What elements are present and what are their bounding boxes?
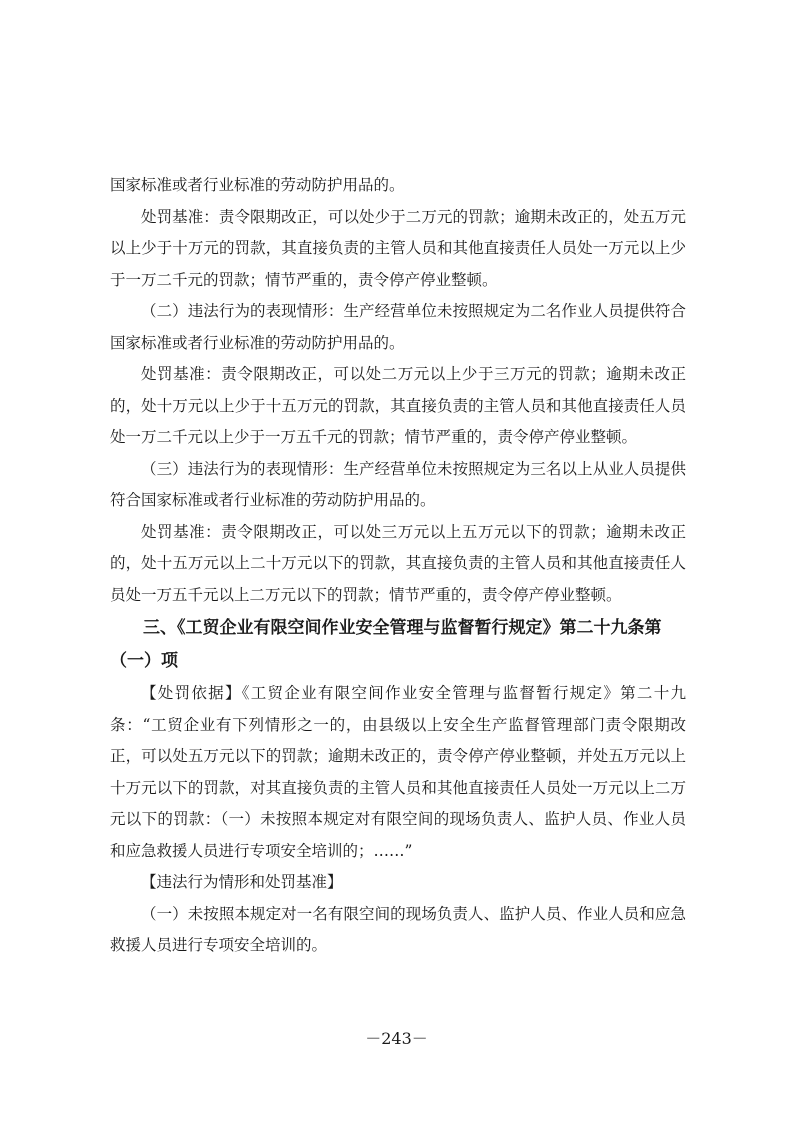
paragraph-penalty-basis-1: 处罚基准：责令限期改正，可以处少于二万元的罚款；逾期未改正的，处五万元以上少于十万元的罚款，其直接负责的主管人员和其他直接责任人员处一万元以上少于一万二千元的罚款；情节严重的，责令停产停业整顿。 xyxy=(110,207,686,289)
paragraph-violation-1: （一）未按照本规定对一名有限空间的现场负责人、监护人员、作业人员和应急救援人员进行专项安全培训的。 xyxy=(110,904,686,954)
paragraph-violation-2: （二）违法行为的表现情形：生产经营单位未按照规定为二名作业人员提供符合国家标准或者行业标准的劳动防护用品的。 xyxy=(110,302,686,352)
document-body xyxy=(110,170,686,962)
paragraph-subheading: 【违法行为情形和处罚基准】 xyxy=(141,873,343,891)
paragraph-penalty-basis-legal: 【处罚依据】《工贸企业有限空间作业安全管理与监督暂行规定》第二十九条：“工贸企业有下列情形之一的，由县级以上安全生产监督管理部门责令限期改正，可以处五万元以下的罚款；逾期未改正的，责令停产停业整顿，并处五万元以上十万元以下的罚款，对其直接负责的主管人员和其他直接责任人员处一万元以上二万元以下的罚款：（一）未按照本规定对有限空间的现场负责人、监护人员、作业人员和应急救援人员进行专项安全培训的；……” xyxy=(110,684,686,860)
paragraph-penalty-basis-2: 处罚基准：责令限期改正，可以处二万元以上少于三万元的罚款；逾期未改正的，处十万元以上少于十五万元的罚款，其直接负责的主管人员和其他直接责任人员处一万二千元以上少于一万五千元的罚款；情节严重的，责令停产停业整顿。 xyxy=(110,365,686,446)
paragraph-penalty-basis-3: 处罚基准：责令限期改正，可以处三万元以上五万元以下的罚款；逾期未改正的，处十五万元以上二十万元以下的罚款，其直接负责的主管人员和其他直接责任人员处一万五千元以上二万元以下的罚款；情节严重的，责令停产停业整顿。 xyxy=(110,522,686,604)
page-number: －243－ xyxy=(365,1029,428,1048)
paragraph-continuation: 国家标准或者行业标准的劳动防护用品的。 xyxy=(110,176,405,194)
paragraph-violation-3: （三）违法行为的表现情形：生产经营单位未按照规定为三名以上从业人员提供符合国家标准或者行业标准的劳动防护用品的。 xyxy=(110,459,686,509)
section-heading: 三、《工贸企业有限空间作业安全管理与监督暂行规定》第二十九条第（一）项 xyxy=(110,618,662,671)
